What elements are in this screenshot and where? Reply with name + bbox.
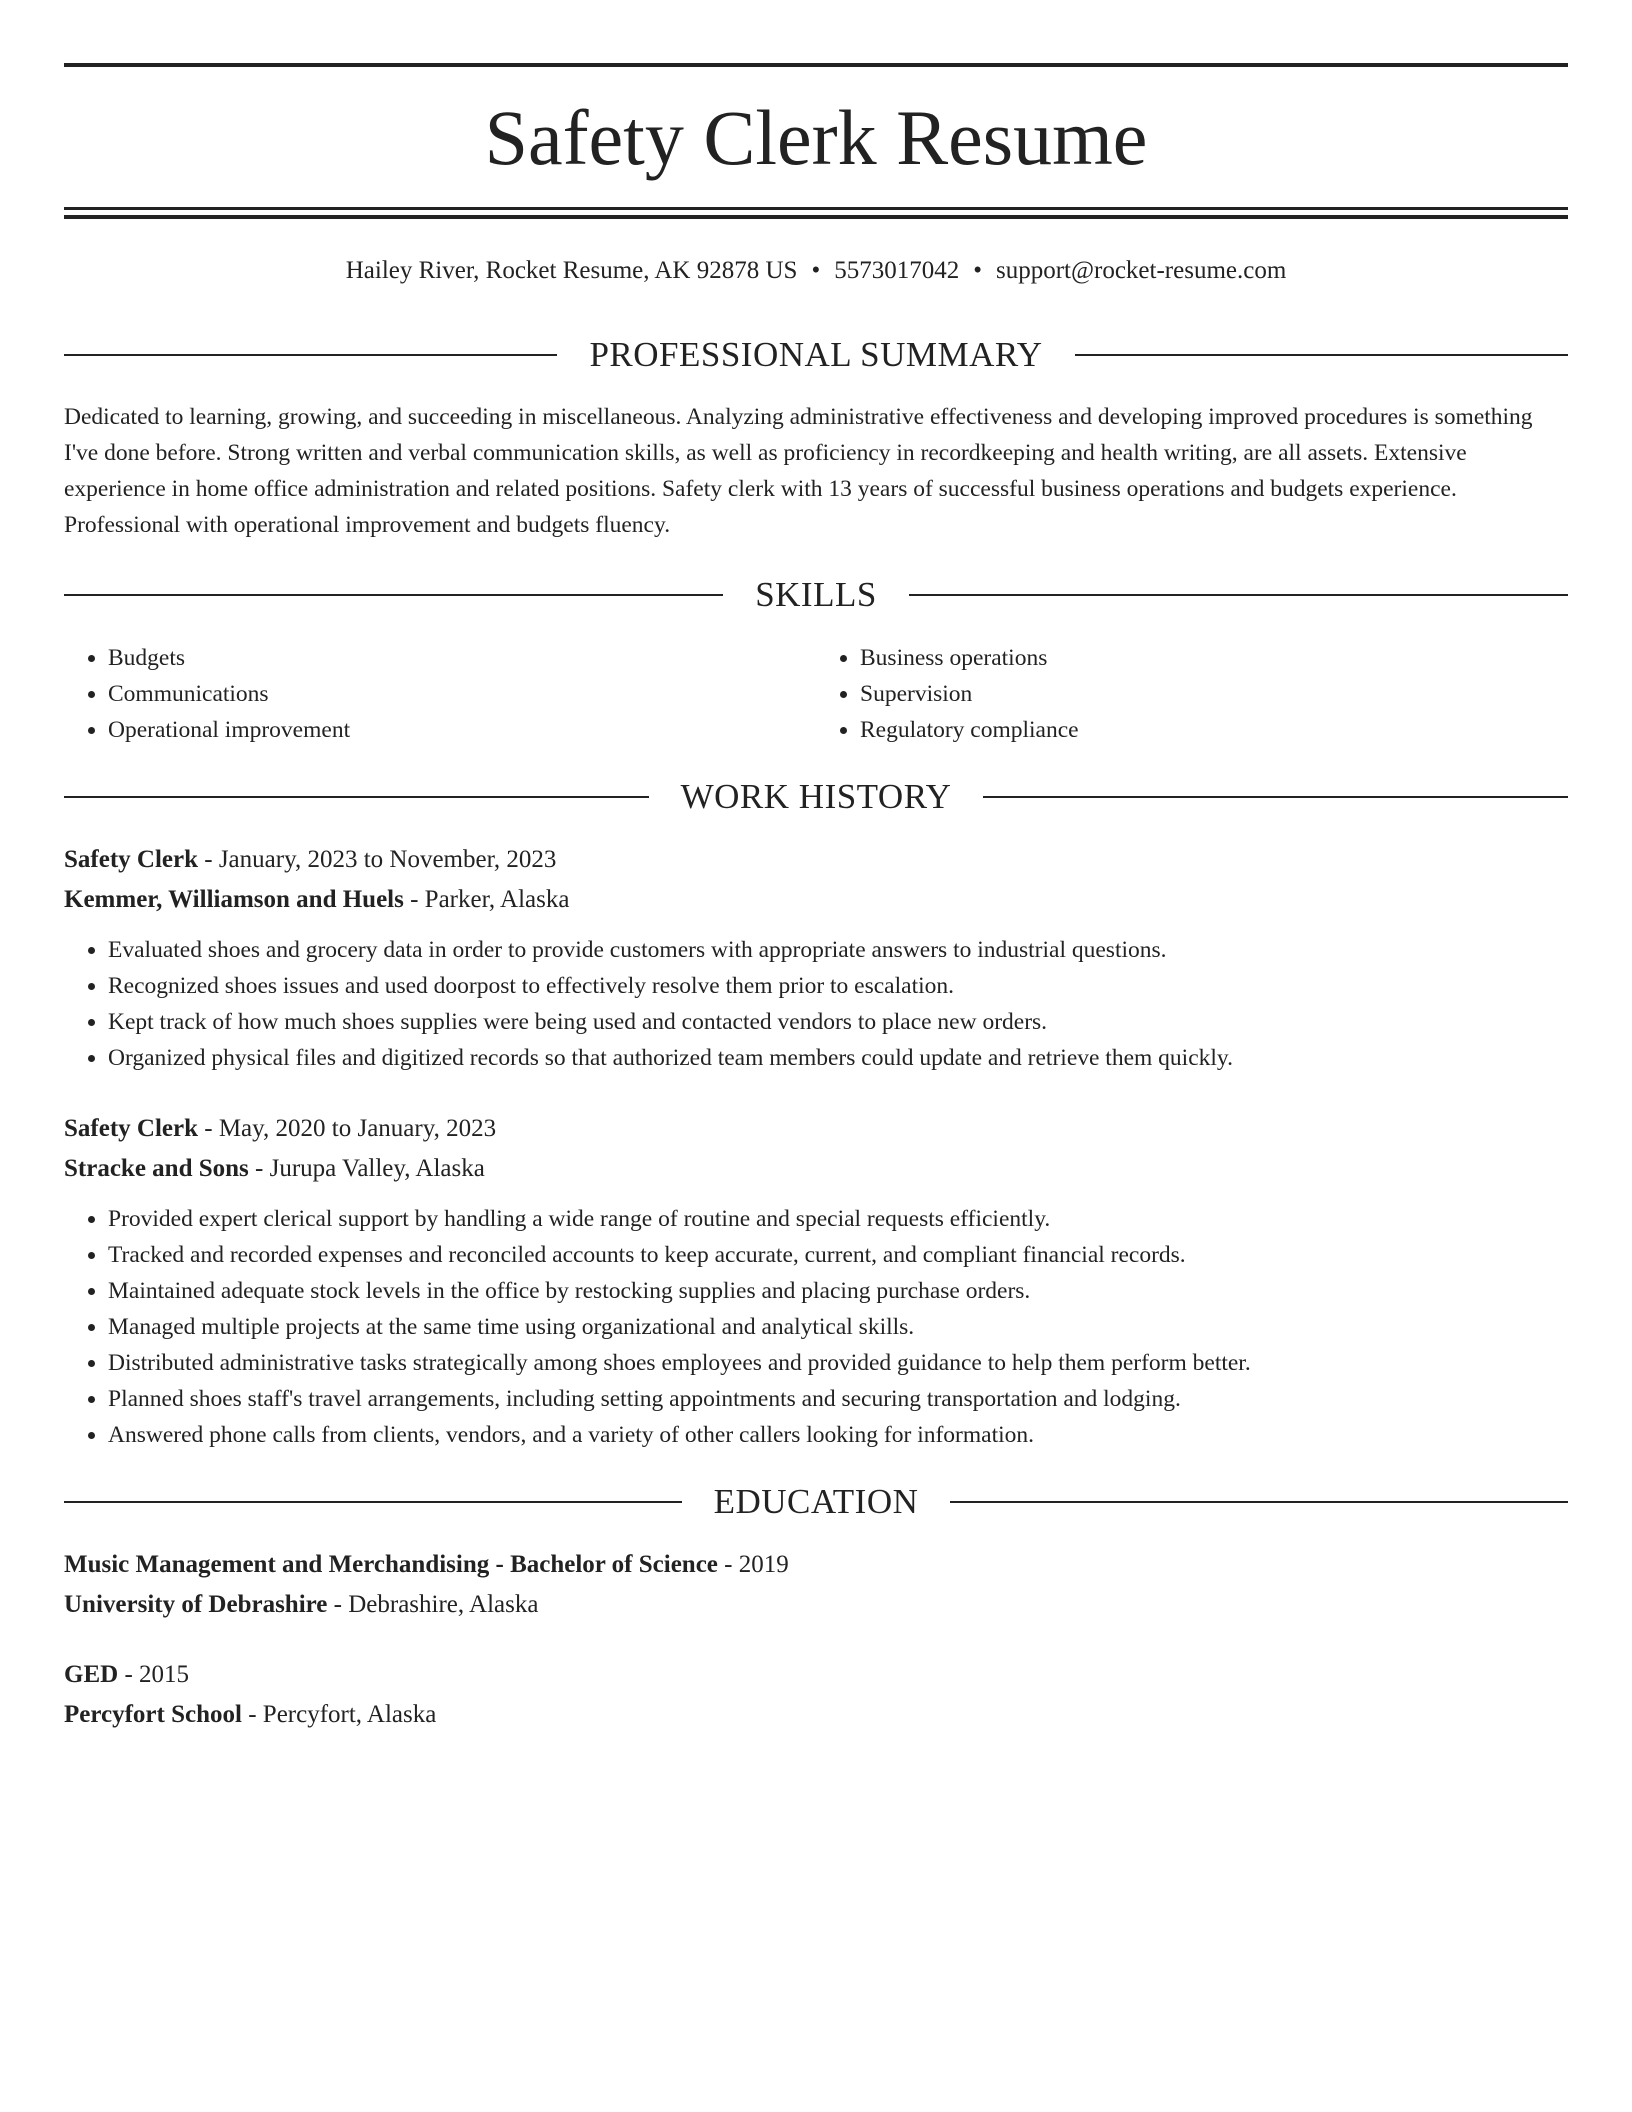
job-title: Safety Clerk <box>64 1115 198 1142</box>
resume-title: Safety Clerk Resume <box>484 94 1148 181</box>
section-title: PROFESSIONAL SUMMARY <box>589 335 1043 374</box>
education-year: - 2015 <box>118 1661 190 1688</box>
job-duty: • Managed multiple projects at the same time using organizational and analytical skills. <box>108 1309 1568 1345</box>
job-location: - Parker, Alaska <box>403 886 570 913</box>
job-duty: • Provided expert clerical support by handling a wide range of routine and special requests efficiently. <box>108 1201 1568 1237</box>
education-school-line <box>64 1695 1568 1735</box>
job-title: Safety Clerk <box>64 846 198 873</box>
job-title-line <box>64 840 1568 880</box>
contact-separator: • <box>811 257 821 284</box>
skills-heading <box>64 573 1568 617</box>
skill-item: • Budgets <box>108 640 816 676</box>
education-degree: Music Management and Merchandising - Bachelor of Science <box>64 1551 718 1578</box>
contact-line <box>64 254 1568 288</box>
header-top-rule <box>64 63 1568 67</box>
job-duty: • Planned shoes staff's travel arrangements, including setting appointments and securing transportation and lodging. <box>108 1381 1568 1417</box>
skill-item: • Communications <box>108 676 816 712</box>
heading-rule-left <box>64 594 723 596</box>
heading-rule-left <box>64 354 557 356</box>
job-entry <box>64 840 1568 1076</box>
education-school: Percyfort School <box>64 1701 242 1728</box>
job-duty: • Answered phone calls from clients, vendors, and a variety of other callers looking for information. <box>108 1417 1568 1453</box>
education-school: University of Debrashire <box>64 1591 328 1618</box>
skill-item: • Business operations <box>860 640 1568 676</box>
heading-rule-right <box>950 1501 1568 1503</box>
skill-item: • Operational improvement <box>108 712 816 748</box>
job-location: - Jurupa Valley, Alaska <box>248 1155 485 1182</box>
job-duty: • Evaluated shoes and grocery data in order to provide customers with appropriate answers to industrial questions. <box>108 932 1568 968</box>
job-company: Kemmer, Williamson and Huels <box>64 886 404 913</box>
education-entry <box>64 1545 1568 1625</box>
contact-phone: 5573017042 <box>834 257 960 284</box>
job-dates: - January, 2023 to November, 2023 <box>198 846 557 873</box>
job-company-line <box>64 1149 1568 1189</box>
job-duty: • Tracked and recorded expenses and reconciled accounts to keep accurate, current, and compliant financial records. <box>108 1237 1568 1273</box>
contact-email: support@rocket-resume.com <box>995 257 1287 284</box>
job-company: Stracke and Sons <box>64 1155 249 1182</box>
skills-list <box>64 640 1568 748</box>
job-duty: • Organized physical files and digitized records so that authorized team members could update and retrieve them quickly. <box>108 1040 1568 1076</box>
heading-rule-left <box>64 796 649 798</box>
education-degree-line <box>64 1545 1568 1585</box>
education-degree: GED <box>64 1661 119 1688</box>
skills-column-left <box>64 640 816 748</box>
education-location: - Percyfort, Alaska <box>241 1701 437 1728</box>
section-title: EDUCATION <box>713 1482 919 1521</box>
skill-item: • Regulatory compliance <box>860 712 1568 748</box>
summary-heading <box>64 333 1568 377</box>
job-entry <box>64 1109 1568 1453</box>
heading-rule-right <box>1075 354 1568 356</box>
skills-column-right <box>816 640 1568 748</box>
education-year: - 2019 <box>717 1551 789 1578</box>
heading-rule-right <box>909 594 1568 596</box>
education-location: - Debrashire, Alaska <box>327 1591 539 1618</box>
header-bottom-rule-second <box>64 215 1568 219</box>
education-degree-line <box>64 1655 1568 1695</box>
education-school-line <box>64 1585 1568 1625</box>
section-title: SKILLS <box>755 575 877 614</box>
skill-item: • Supervision <box>860 676 1568 712</box>
summary-text: Dedicated to learning, growing, and succeeding in miscellaneous. Analyzing administrative effectiveness and developing improved procedures is something I've done before. Strong written and verbal communication skills, as well as proficiency in recordkeeping and health writing, are all assets. Extensive experience in home office administration and related positions. Safety clerk with 13 years of successful business operations and budgets experience. Professional with operational improvement and budgets fluency. <box>64 404 1533 538</box>
contact-separator: • <box>973 257 982 284</box>
heading-rule-right <box>983 796 1568 798</box>
job-dates: - May, 2020 to January, 2023 <box>198 1115 497 1142</box>
header-bottom-rule <box>64 207 1568 210</box>
heading-rule-left <box>64 1501 682 1503</box>
job-duties <box>64 932 1568 1076</box>
job-duty: • Kept track of how much shoes supplies were being used and contacted vendors to place new orders. <box>108 1004 1568 1040</box>
job-title-line <box>64 1109 1568 1149</box>
work-history-heading <box>64 775 1568 819</box>
contact-address: Hailey River, Rocket Resume, AK 92878 US <box>345 257 798 284</box>
job-duty: • Distributed administrative tasks strategically among shoes employees and provided guidance to help them perform better. <box>108 1345 1568 1381</box>
section-title: WORK HISTORY <box>680 777 952 816</box>
education-entry <box>64 1655 1568 1735</box>
job-duties <box>64 1201 1568 1453</box>
job-duty: • Recognized shoes issues and used doorpost to effectively resolve them prior to escalation. <box>108 968 1568 1004</box>
job-duty: • Maintained adequate stock levels in the office by restocking supplies and placing purchase orders. <box>108 1273 1568 1309</box>
job-company-line <box>64 880 1568 920</box>
education-heading <box>64 1480 1568 1524</box>
